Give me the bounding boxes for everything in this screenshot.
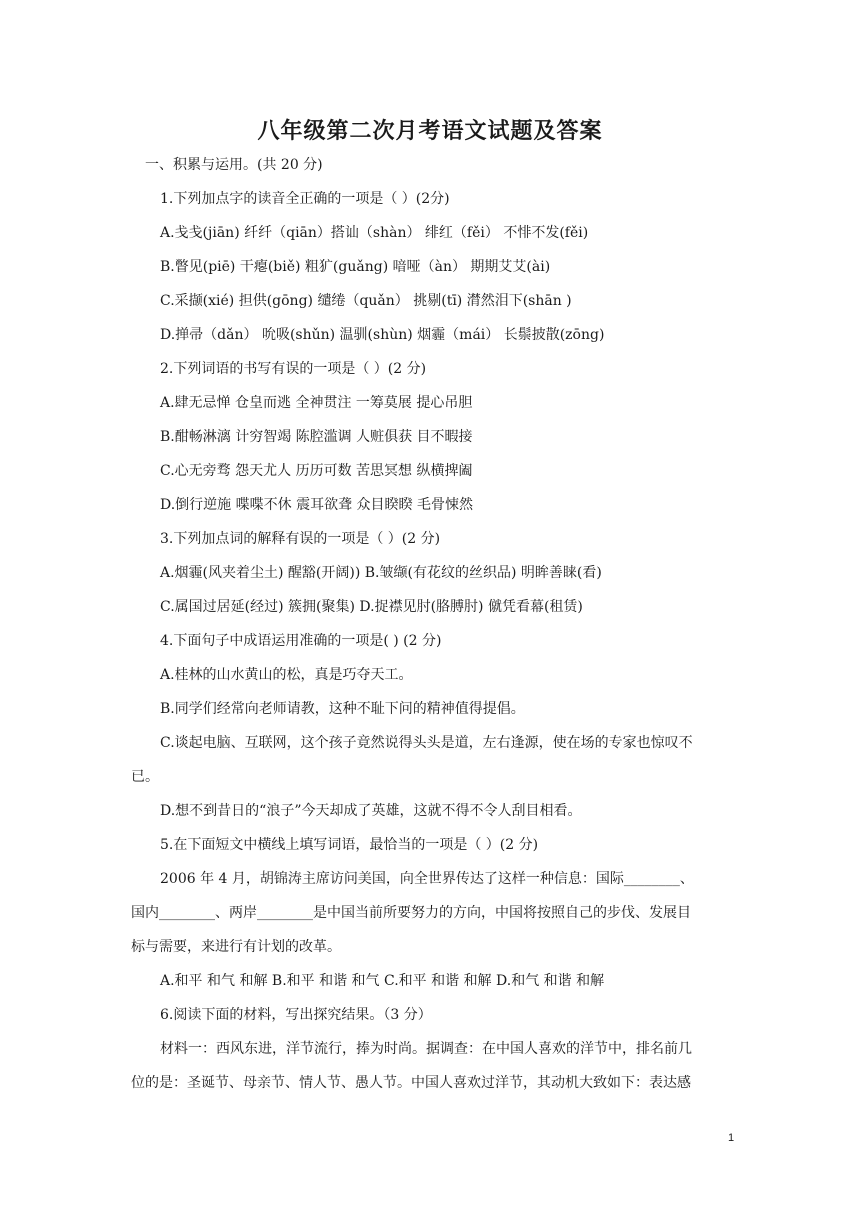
option-1d: D.掸帚（dǎn） 吮吸(shǔn) 温驯(shùn) 烟霾（mái） 长鬃披散(zōng) (160, 327, 605, 343)
question-3: 3.下列加点词的解释有误的一项是（ ）(2 分) (160, 531, 441, 547)
option-2a: A.肆无忌惮 仓皇而逃 全神贯注 一筹莫展 提心吊胆 (160, 395, 473, 411)
passage-line: 国内________、两岸________是中国当前所要努力的方向，中国将按照自己的步伐、发展目 (131, 905, 691, 921)
passage-line: 标与需要，来进行有计划的改革。 (131, 939, 341, 955)
option-1c: C.采撷(xié) 担供(gōng) 缱绻（quǎn） 挑剔(tī) 潸然泪下(shān ) (160, 293, 572, 309)
option-2b: B.酣畅淋漓 计穷智竭 陈腔滥调 人赃俱获 目不暇接 (160, 429, 473, 445)
section-heading: 一、积累与运用。(共 20 分) (145, 157, 323, 173)
option-3ab: A.烟霾(风夹着尘土) 醒豁(开阔)) B.皱缬(有花纹的丝织品) 明眸善睐(看) (160, 565, 602, 581)
passage-line: 2006 年 4 月，胡锦涛主席访问美国，向全世界传达了这样一种信息：国际________、 (160, 871, 694, 887)
option-3cd: C.属国过居延(经过) 簇拥(聚集) D.捉襟见肘(胳膊肘) 僦凭看幕(租赁) (160, 599, 583, 615)
page-number: 1 (728, 1132, 735, 1144)
material-line: 位的是：圣诞节、母亲节、情人节、愚人节。中国人喜欢过洋节，其动机大致如下：表达感 (131, 1075, 691, 1091)
option-1b: B.瞥见(piē) 干瘪(biě) 粗犷(guǎng) 喑哑（àn） 期期艾艾(ài) (160, 259, 551, 275)
question-5: 5.在下面短文中横线上填写词语，最恰当的一项是（ ）(2 分) (160, 837, 539, 853)
option-4a: A.桂林的山水黄山的松，真是巧夺天工。 (160, 667, 413, 683)
question-1: 1.下列加点字的读音全正确的一项是（ ）(2分) (160, 191, 450, 207)
option-4b: B.同学们经常向老师请教，这种不耻下问的精神值得提倡。 (160, 701, 525, 717)
option-1a: A.戋戋(jiān) 纤纤（qiān）搭讪（shàn） 绯红（fěi） 不悱不发(fěi) (160, 225, 589, 241)
option-4c-continued: 已。 (131, 769, 159, 785)
question-2: 2.下列词语的书写有误的一项是（ ）(2 分) (160, 361, 427, 377)
question-4: 4.下面句子中成语运用准确的一项是( ) (2 分) (160, 633, 442, 649)
question-6: 6.阅读下面的材料，写出探究结果。（3 分） (160, 1007, 432, 1023)
material-line: 材料一：西风东进，洋节流行，捧为时尚。据调查：在中国人喜欢的洋节中，排名前几 (160, 1041, 692, 1057)
option-2c: C.心无旁骛 怨天尤人 历历可数 苦思冥想 纵横捭阖 (160, 463, 473, 479)
options-5: A.和平 和气 和解 B.和平 和谐 和气 C.和平 和谐 和解 D.和气 和谐 和解 (160, 973, 605, 989)
option-2d: D.倒行逆施 喋喋不休 震耳欲聋 众目睽睽 毛骨悚然 (160, 497, 473, 513)
page-title: 八年级第二次月考语文试题及答案 (257, 119, 603, 144)
option-4c: C.谈起电脑、互联网，这个孩子竟然说得头头是道，左右逢源，使在场的专家也惊叹不 (160, 735, 693, 751)
option-4d: D.想不到昔日的“浪子”今天却成了英雄，这就不得不令人刮目相看。 (160, 803, 582, 819)
